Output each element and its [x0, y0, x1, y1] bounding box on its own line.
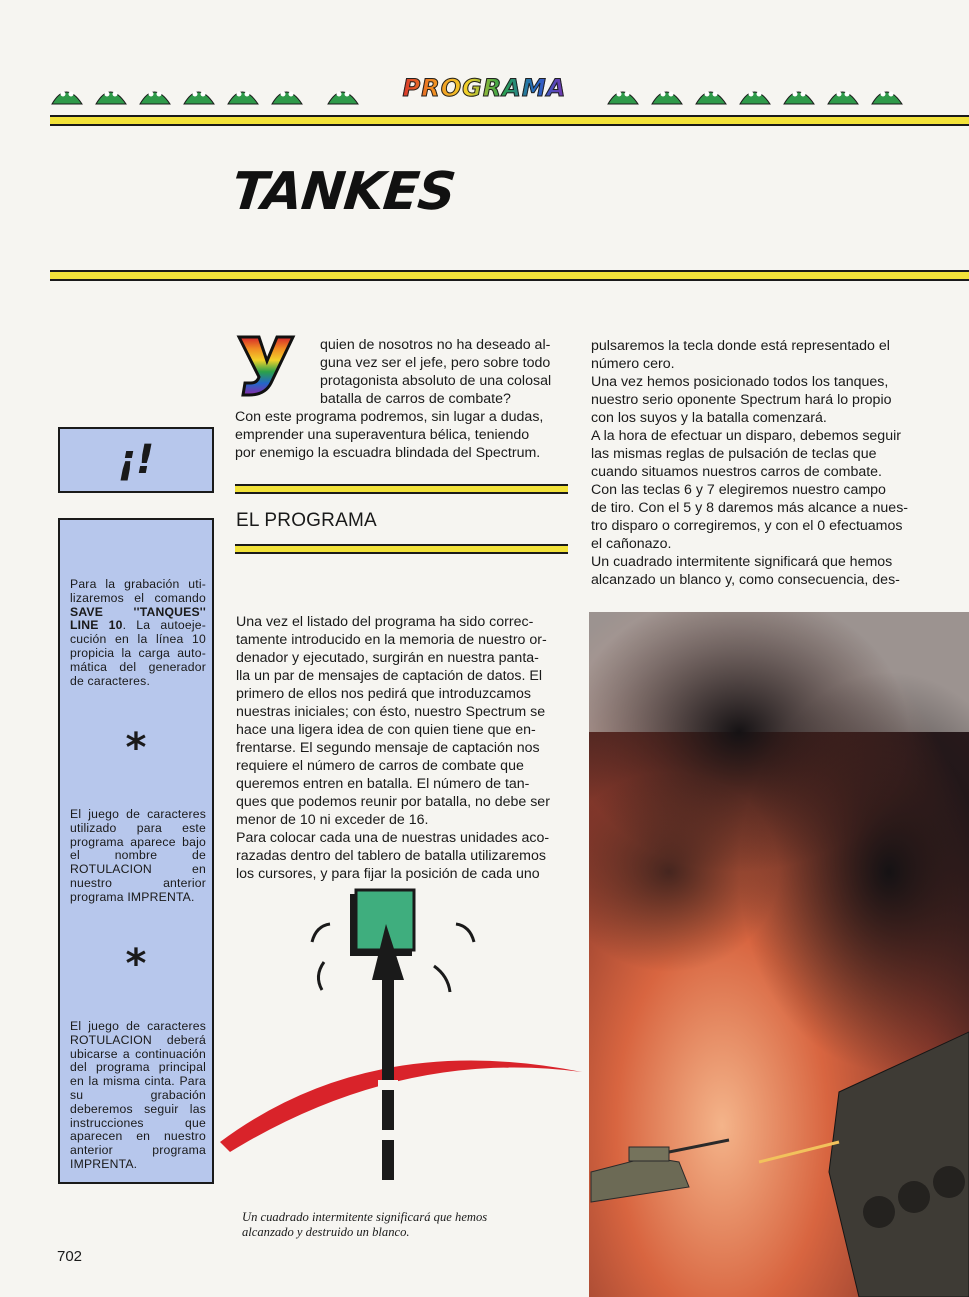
sidebar-note-charset: El juego de caracteres utilizado para este programa aparece bajo el nombre de ROTULACION en nuestro anterior programa IMPRENTA. — [70, 807, 206, 904]
body-line: de tiro. Con el 5 y 8 daremos más alcance a nues- — [591, 500, 909, 516]
body-line: primero de ellos nos pedirá que introduzcamos — [236, 686, 531, 702]
top-rule — [50, 115, 969, 126]
intro-first-line: quien de nosotros no ha deseado al- — [320, 337, 551, 353]
body-line: alcanzado un blanco y, como consecuencia, des- — [591, 572, 900, 588]
body-line: los cursores, y para fijar la posición de cada uno — [236, 866, 540, 882]
body-line: denador y ejecutado, surgirán en nuestra panta- — [236, 650, 539, 666]
body-line: Para colocar cada una de nuestras unidades aco- — [236, 830, 550, 846]
sidebar-notes — [58, 518, 214, 1184]
sidebar-note-save — [70, 578, 206, 688]
asterisk-separator: * — [125, 725, 147, 771]
intro-line: emprender una superaventura bélica, teniendo — [235, 427, 530, 443]
body-left-column — [236, 613, 569, 883]
body-line: con los suyos y la batalla comenzará. — [591, 410, 827, 426]
dropcap-letter — [235, 333, 297, 399]
body-line: las mismas reglas de pulsación de teclas que — [591, 446, 877, 462]
section-rule-top — [235, 484, 568, 494]
article-title: TANKES — [228, 162, 458, 222]
body-line: tamente introducido en la memoria de nuestro or- — [236, 632, 547, 648]
body-line: Un cuadrado intermitente significará que hemos — [591, 554, 893, 570]
figure-caption: Un cuadrado intermitente significará que hemos alcanzado y destruido un blanco. — [242, 1210, 488, 1239]
note-text: Para la grabación uti-lizaremos el comando — [70, 577, 206, 605]
body-line: A la hora de efectuar un disparo, debemos seguir — [591, 428, 901, 444]
save-command: SAVE ''TANQUES'' LINE 10 — [70, 604, 206, 633]
intro-line: Con este programa podremos, sin lugar a dudas, — [235, 409, 544, 425]
body-line: pulsaremos la tecla donde está representado el — [591, 338, 890, 354]
section-rule-bottom — [235, 544, 568, 554]
body-line: tro disparo o corregiremos, y con el 0 efectuamos — [591, 518, 903, 534]
arrow — [372, 924, 404, 1180]
body-right-column — [591, 337, 923, 589]
body-line: Una vez hemos posicionado todos los tanques, — [591, 374, 889, 390]
body-line: requiere el número de carros de combate que — [236, 758, 524, 774]
body-line: queremos entren en batalla. El número de tan- — [236, 776, 530, 792]
body-line: lla un par de mensajes de captación de datos. El — [236, 668, 543, 684]
tank-battle-photo — [589, 612, 969, 1297]
body-line: Con las teclas 6 y 7 elegiremos nuestro campo — [591, 482, 886, 498]
section-label: PROGRAMA — [397, 74, 572, 102]
body-line: razadas dentro del tablero de batalla utilizaremos — [236, 848, 546, 864]
target-diagram — [220, 880, 590, 1200]
body-line: menor de 10 ni exceder de 16. — [236, 812, 429, 828]
note-text: . La autoeje-cución en la línea 10 propicia la carga auto-mática del generador de caracteres. — [70, 618, 207, 688]
body-line: cuando situamos nuestros carros de combate. — [591, 464, 882, 480]
sidebar-header: ¡! — [58, 427, 214, 493]
body-line: nuestras iniciales; con ésto, nuestro Spectrum se — [236, 704, 546, 720]
body-line: el cañonazo. — [591, 536, 672, 552]
page-number: 702 — [57, 1248, 83, 1265]
body-line: hace una ligera idea de con quien tiene que en- — [236, 722, 536, 738]
title-rule — [50, 270, 969, 281]
body-line: número cero. — [591, 356, 675, 372]
intro-line: batalla de carros de combate? — [320, 391, 511, 407]
section-heading: EL PROGRAMA — [236, 510, 377, 531]
body-line: frentarse. El segundo mensaje de captación nos — [236, 740, 540, 756]
body-line: Una vez el listado del programa ha sido correc- — [236, 614, 534, 630]
red-arc — [220, 1061, 582, 1152]
intro-line: guna vez ser el jefe, pero sobre todo — [320, 355, 551, 371]
body-line: nuestro serio oponente Spectrum hará lo propio — [591, 392, 892, 408]
intro-line: protagonista absoluto de una colosal — [320, 373, 552, 389]
asterisk-separator: * — [125, 941, 147, 987]
intro-line: por enemigo la escuadra blindada del Spectrum. — [235, 445, 541, 461]
body-line: ques que podemos reunir por batalla, no debe ser — [236, 794, 550, 810]
sidebar-note-recording: El juego de caracteres ROTULACION deberá ubicarse a continuación del programa principal en la misma cinta. Para su grabación deberemos seguir las instrucciones que aparecen en nuestro anterior programa IMPRENTA. — [70, 1019, 206, 1171]
